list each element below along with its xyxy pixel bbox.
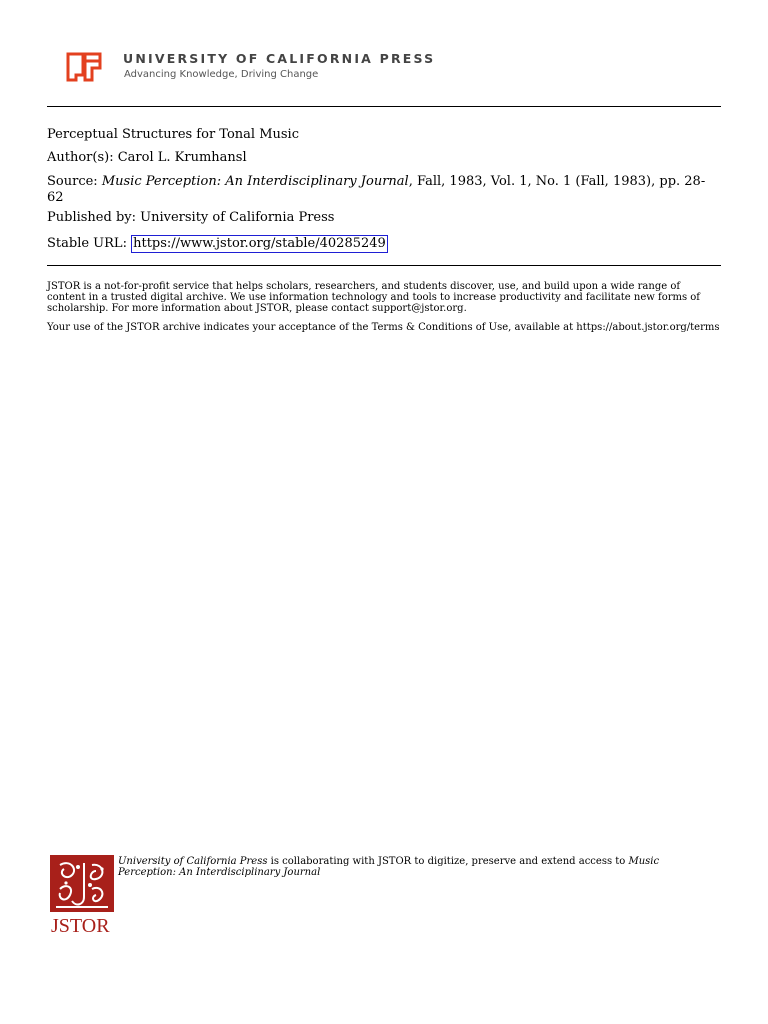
jstor-logo-icon — [50, 855, 114, 935]
collab-journal: Music Perception: An Interdisciplinary Journal — [118, 856, 660, 878]
stable-url-label: Stable URL: — [47, 236, 127, 251]
collab-publisher: University of California Press — [118, 856, 268, 867]
publisher-name: UNIVERSITY OF CALIFORNIA PRESS — [123, 51, 436, 66]
citation-divider — [47, 265, 721, 266]
authors-line — [47, 150, 247, 166]
terms-notice: Your use of the JSTOR archive indicates your acceptance of the Terms & Conditions of Use, available at https://about.jstor.org/terms — [47, 322, 720, 333]
published-value: University of California Press — [140, 210, 335, 225]
source-label: Source: — [47, 174, 98, 189]
published-label: Published by: — [47, 210, 136, 225]
source-journal: Music Perception: An Interdisciplinary Journal — [101, 174, 409, 189]
authors-label: Author(s): — [47, 150, 114, 165]
jstor-wordmark: JSTOR — [51, 915, 110, 935]
collab-text: is collaborating with JSTOR to digitize, preserve and extend access to — [267, 856, 629, 867]
jstor-notice: JSTOR is a not-for-profit service that helps scholars, researchers, and students discover, use, and build upon a wide range of content in a trusted digital archive. We use information technology and tools to increase productivity and facilitate new forms of scholarship. For more information about JSTOR, please contact support@jstor.org. — [47, 281, 701, 314]
publisher-tagline: Advancing Knowledge, Driving Change — [124, 69, 319, 80]
stable-url-line — [47, 235, 388, 253]
source-line — [47, 174, 719, 206]
article-title: Perceptual Structures for Tonal Music — [47, 127, 299, 142]
stable-url-link[interactable]: https://www.jstor.org/stable/40285249 — [133, 236, 386, 251]
header-divider — [47, 106, 721, 107]
authors-value: Carol L. Krumhansl — [117, 150, 247, 165]
ucp-logo-icon — [66, 51, 102, 83]
published-by-line — [47, 210, 334, 226]
source-details: , Fall, 1983, Vol. 1, No. 1 (Fall, 1983), pp. 28-62 — [47, 174, 706, 205]
collaboration-statement — [118, 856, 678, 878]
